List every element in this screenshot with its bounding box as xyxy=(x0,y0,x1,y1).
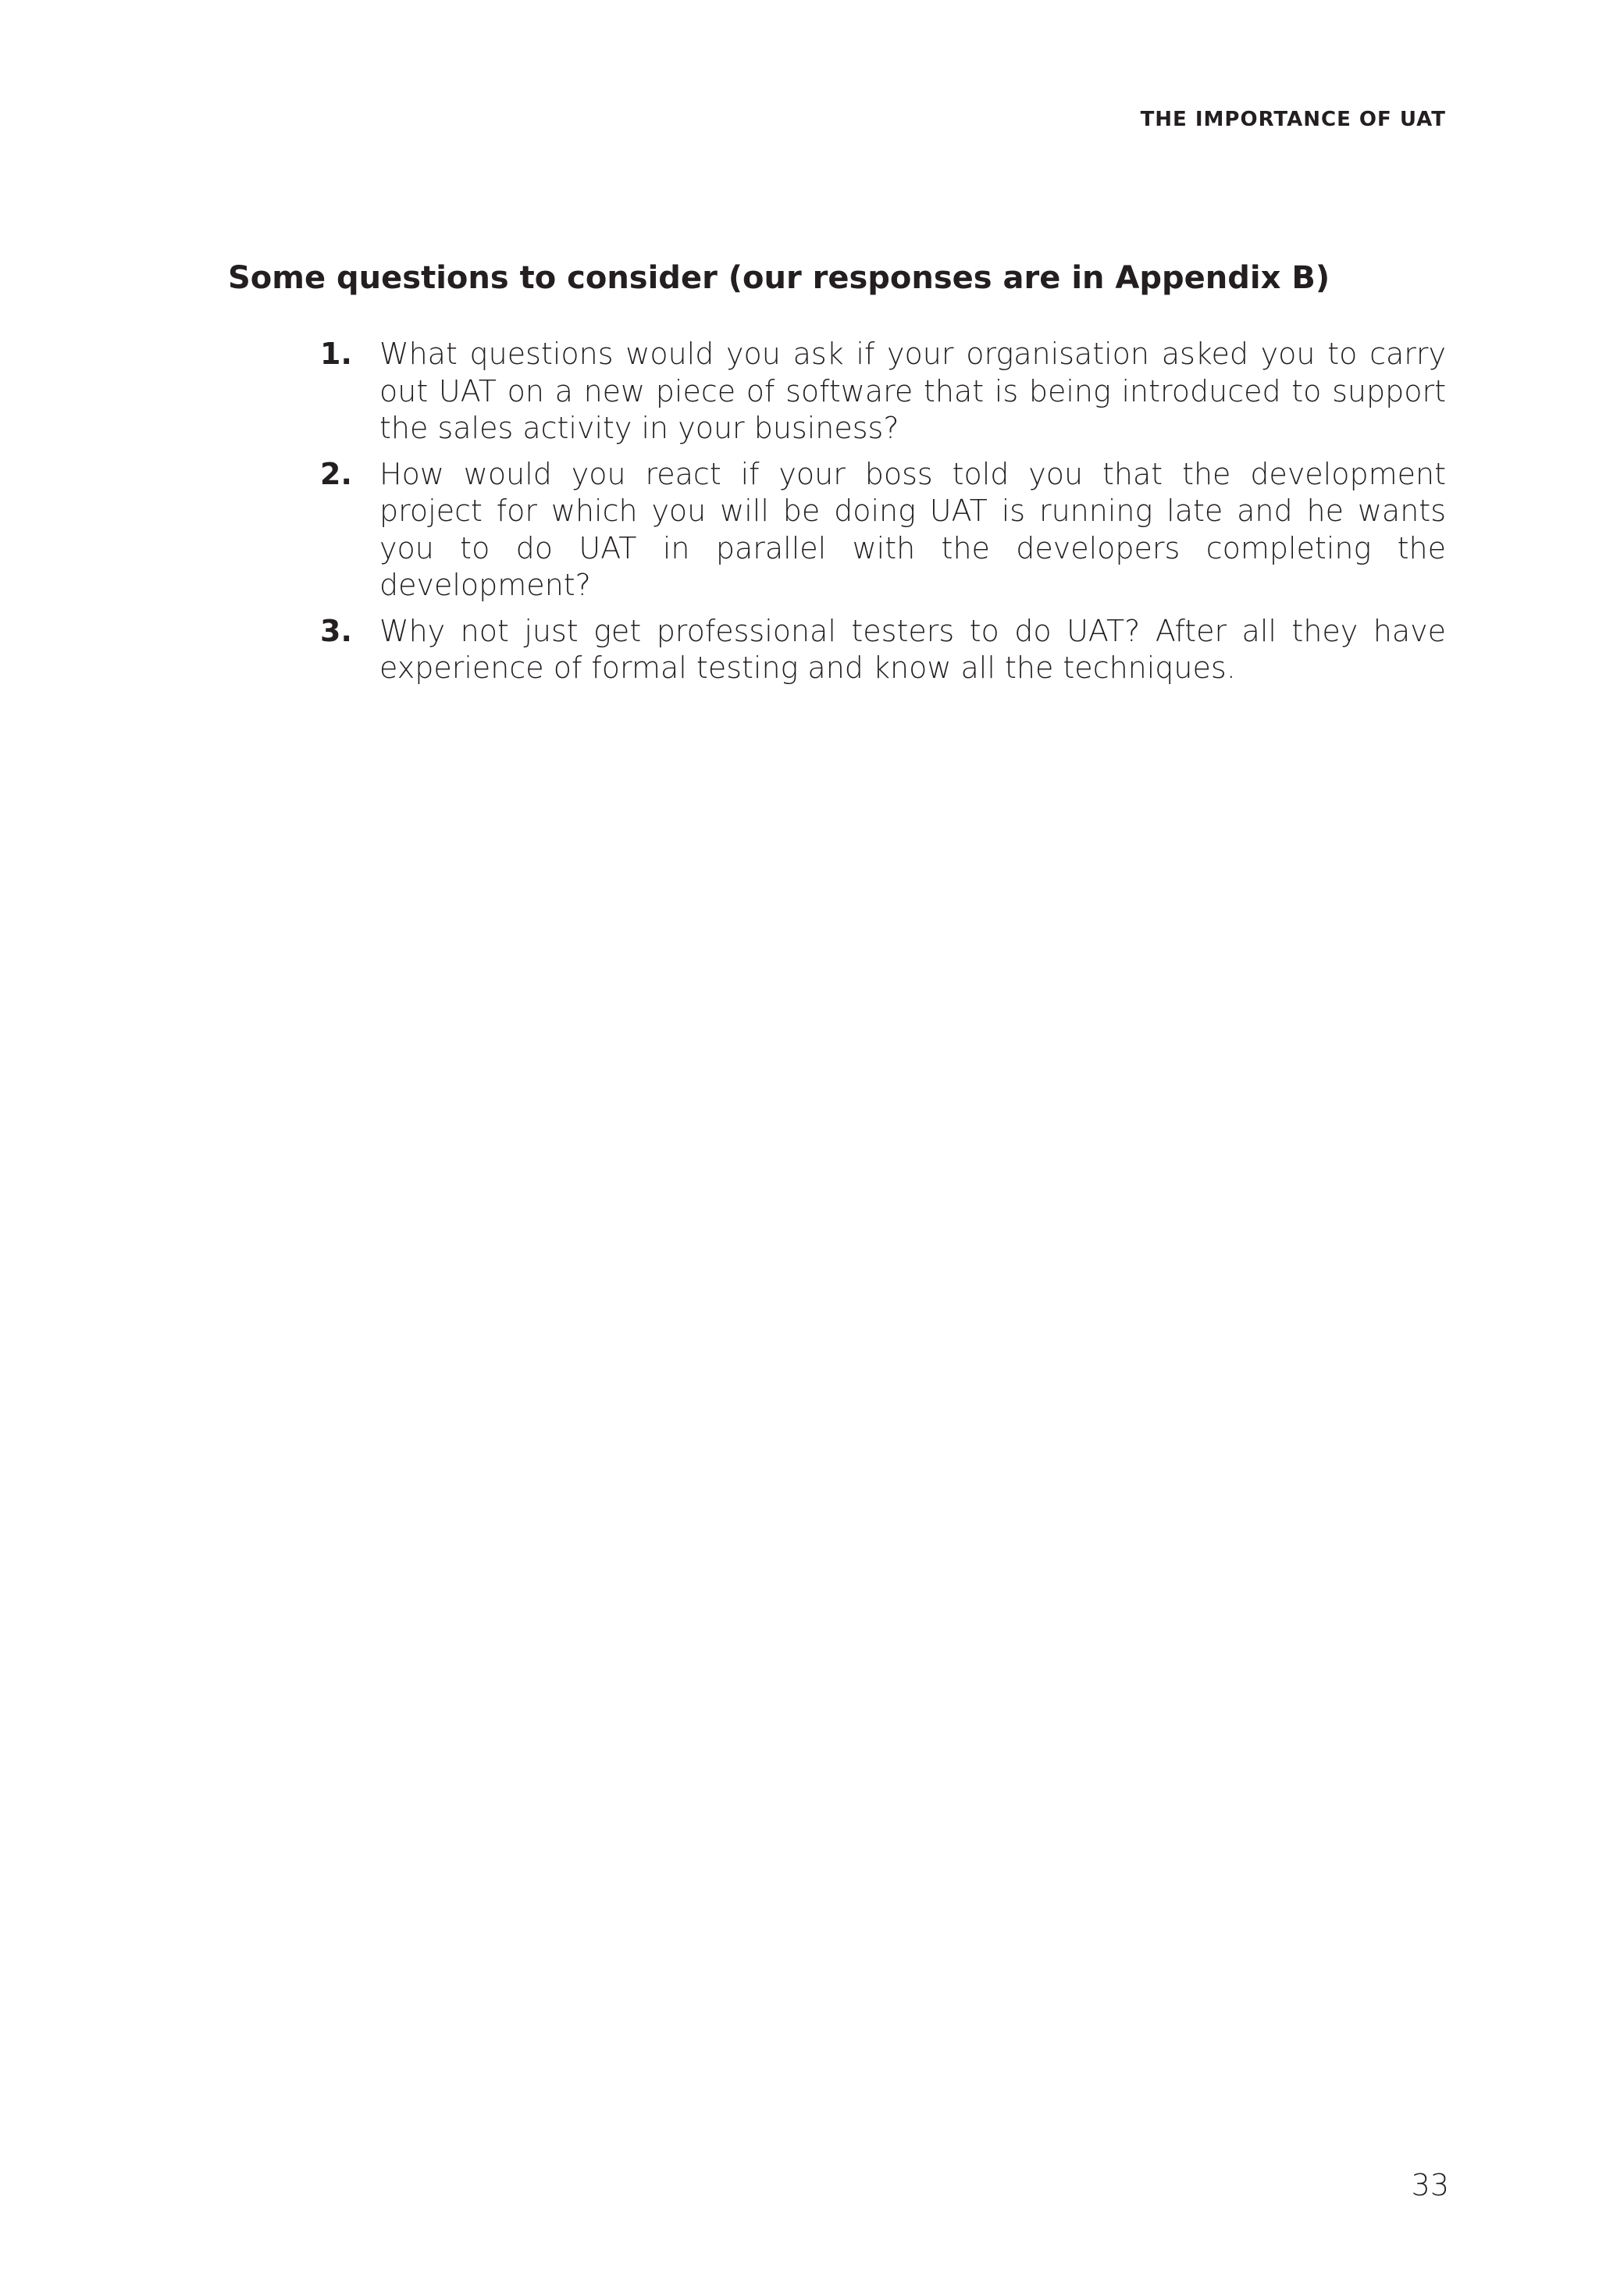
running-head: THE IMPORTANCE OF UAT xyxy=(1140,108,1446,131)
question-text: How would you react if your boss told you that the development project for which you will be doing UAT is running late and he wants you to do UAT in parallel with the developers completing the development? xyxy=(379,456,1446,602)
question-item xyxy=(320,336,1446,447)
question-number: 1. xyxy=(320,337,352,371)
section-heading: Some questions to consider (our responses are in Appendix B) xyxy=(228,260,1330,296)
question-number: 2. xyxy=(320,456,352,491)
question-number: 3. xyxy=(320,613,352,648)
page-number: 33 xyxy=(1411,2168,1449,2202)
question-item xyxy=(320,456,1446,604)
question-text: What questions would you ask if your organisation asked you to carry out UAT on a new piece of software that is being introduced to support the sales activity in your business? xyxy=(379,337,1446,445)
question-item xyxy=(320,613,1446,687)
question-text: Why not just get professional testers to do UAT? After all they have experience of formal testing and know all the techniques. xyxy=(379,613,1446,685)
question-list xyxy=(320,336,1446,696)
